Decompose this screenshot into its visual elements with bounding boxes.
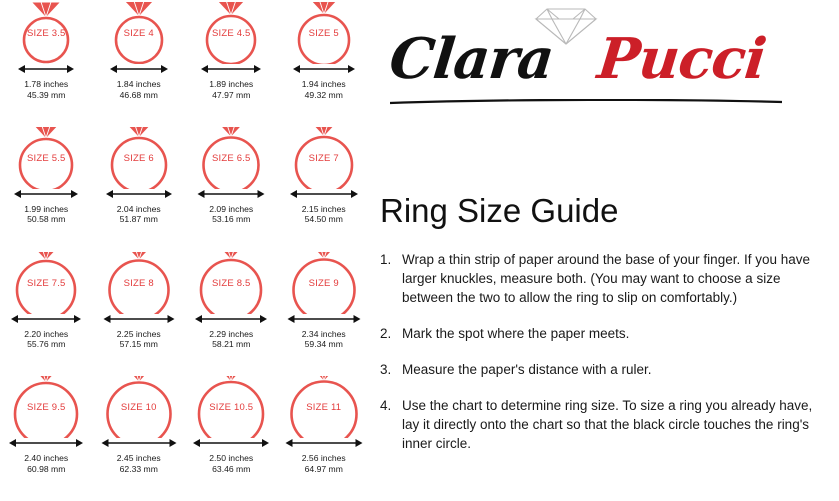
ring-size-chart (0, 0, 370, 501)
ring-size-cell (278, 252, 371, 377)
ring-measurements (24, 329, 68, 350)
ring-illustration (188, 252, 274, 314)
step-number: 4. (380, 398, 392, 413)
ring-illustration (96, 376, 182, 438)
step-number: 1. (380, 252, 392, 267)
ring-inches: 1.89 inches (209, 79, 254, 89)
instruction-step (380, 250, 832, 307)
measure-arrow (96, 62, 182, 78)
ring-size-cell (185, 2, 278, 127)
ring-inches: 2.34 inches (301, 328, 346, 339)
measure-arrow (281, 62, 367, 78)
ring-mm: 60.98 mm (27, 463, 66, 474)
measure-arrow (3, 312, 89, 328)
ring-size-label: SIZE 10 (120, 402, 157, 414)
ring-illustration (3, 2, 89, 64)
ring-measurements (209, 204, 253, 225)
ring-size-cell (278, 127, 371, 252)
ring-measurements (209, 329, 253, 350)
measure-arrow (3, 62, 89, 78)
ring-measurements (209, 79, 253, 100)
ring-inches: 2.50 inches (209, 453, 254, 464)
instruction-step (380, 396, 832, 453)
step-text: Use the chart to determine ring size. To size a ring you already have, lay it directly onto the chart so that the black circle touches the ring's inner circle. (402, 398, 813, 451)
ring-mm: 57.15 mm (119, 339, 158, 349)
measure-arrow (96, 187, 182, 203)
ring-inches: 2.15 inches (301, 203, 346, 214)
instruction-list (380, 250, 832, 470)
ring-size-label: SIZE 5.5 (26, 152, 66, 164)
ring-measurements (117, 204, 161, 225)
ring-illustration (3, 376, 89, 438)
ring-size-cell (278, 2, 371, 127)
ring-illustration (96, 2, 182, 64)
ring-size-cell (93, 376, 186, 501)
ring-mm: 46.68 mm (119, 89, 158, 100)
ring-mm: 51.87 mm (119, 214, 158, 225)
ring-size-label: SIZE 9.5 (26, 402, 66, 414)
ring-inches: 2.29 inches (209, 328, 254, 339)
step-text: Measure the paper's distance with a ruler. (402, 362, 652, 377)
ring-size-label: SIZE 10.5 (209, 402, 254, 414)
ring-inches: 2.04 inches (116, 203, 161, 214)
ring-measurements (302, 79, 346, 100)
ring-illustration (281, 2, 367, 64)
ring-size-cell (0, 376, 93, 501)
ring-measurements (302, 204, 346, 225)
brand-name-second: Pucci (594, 26, 769, 92)
measure-arrow (3, 436, 89, 452)
ring-size-cell (185, 376, 278, 501)
ring-inches: 2.09 inches (209, 203, 254, 214)
ring-mm: 50.58 mm (27, 214, 66, 225)
ring-size-cell (93, 2, 186, 127)
ring-illustration (281, 127, 367, 189)
step-text: Mark the spot where the paper meets. (402, 326, 630, 341)
ring-inches: 2.45 inches (116, 453, 161, 464)
instruction-step (380, 324, 832, 343)
ring-illustration (3, 127, 89, 189)
ring-measurements (117, 79, 161, 100)
measure-arrow (281, 187, 367, 203)
ring-size-label: SIZE 9 (308, 277, 339, 289)
ring-size-label: SIZE 7.5 (26, 277, 66, 289)
ring-size-label: SIZE 11 (306, 402, 342, 414)
brand-name-first: Clara (386, 26, 557, 92)
measure-arrow (96, 312, 182, 328)
ring-size-label: SIZE 8.5 (211, 277, 251, 289)
measure-arrow (96, 436, 182, 452)
ring-size-cell (278, 376, 371, 501)
ring-inches: 2.25 inches (116, 328, 161, 339)
ring-mm: 62.33 mm (119, 463, 158, 474)
ring-size-cell (93, 127, 186, 252)
guide-panel (374, 0, 839, 501)
brand-logo (384, 4, 784, 104)
page-title: Ring Size Guide (380, 192, 619, 229)
ring-size-label: SIZE 3.5 (26, 28, 66, 39)
ring-inches: 2.20 inches (24, 328, 69, 339)
ring-inches: 1.78 inches (24, 79, 69, 89)
ring-inches: 2.40 inches (24, 453, 69, 464)
ring-mm: 63.46 mm (212, 463, 251, 474)
ring-illustration (188, 376, 274, 438)
measure-arrow (281, 312, 367, 328)
step-number: 3. (380, 362, 392, 377)
ring-illustration (281, 252, 367, 314)
ring-inches: 1.84 inches (116, 79, 161, 89)
ring-illustration (188, 127, 274, 189)
instruction-step (380, 360, 832, 379)
logo-underline (390, 92, 782, 98)
ring-size-label: SIZE 8 (123, 277, 154, 289)
ring-measurements (209, 453, 253, 474)
measure-arrow (3, 187, 89, 203)
step-text: Wrap a thin strip of paper around the base of your finger. If you have larger knuckles, measure both. (You may want to choose a size between the two to allow the ring to slip on comfortably.) (402, 252, 810, 305)
ring-size-label: SIZE 4.5 (211, 28, 251, 39)
ring-mm: 49.32 mm (304, 89, 343, 100)
measure-arrow (188, 187, 274, 203)
ring-measurements (117, 453, 161, 474)
ring-grid (0, 0, 370, 501)
ring-measurements (24, 204, 68, 225)
ring-size-label: SIZE 6 (123, 152, 154, 164)
ring-mm: 47.97 mm (212, 89, 251, 100)
ring-illustration (96, 127, 182, 189)
ring-mm: 58.21 mm (212, 339, 251, 349)
ring-size-cell (185, 252, 278, 377)
ring-size-label: SIZE 4 (123, 28, 154, 39)
ring-mm: 64.97 mm (304, 463, 343, 474)
ring-mm: 53.16 mm (212, 214, 251, 225)
ring-illustration (96, 252, 182, 314)
ring-measurements (302, 329, 346, 350)
ring-size-cell (0, 252, 93, 377)
ring-illustration (281, 376, 367, 438)
ring-measurements (24, 79, 68, 100)
ring-mm: 55.76 mm (27, 339, 66, 349)
ring-size-cell (185, 127, 278, 252)
ring-mm: 54.50 mm (304, 214, 343, 225)
ring-illustration (3, 252, 89, 314)
ring-inches: 1.94 inches (301, 79, 346, 89)
ring-size-cell (0, 127, 93, 252)
ring-mm: 59.34 mm (304, 339, 343, 349)
ring-size-label: SIZE 6.5 (211, 152, 251, 164)
ring-inches: 1.99 inches (24, 203, 69, 214)
ring-inches: 2.56 inches (301, 453, 346, 464)
ring-size-label: SIZE 7 (308, 152, 339, 164)
ring-measurements (117, 329, 161, 350)
ring-size-label: SIZE 5 (308, 28, 339, 39)
ring-measurements (24, 453, 68, 474)
ring-illustration (188, 2, 274, 64)
measure-arrow (188, 312, 274, 328)
ring-size-cell (93, 252, 186, 377)
measure-arrow (188, 436, 274, 452)
measure-arrow (281, 436, 367, 452)
step-number: 2. (380, 326, 392, 341)
ring-size-cell (0, 2, 93, 127)
ring-measurements (302, 453, 346, 474)
measure-arrow (188, 62, 274, 78)
ring-mm: 45.39 mm (27, 89, 66, 100)
